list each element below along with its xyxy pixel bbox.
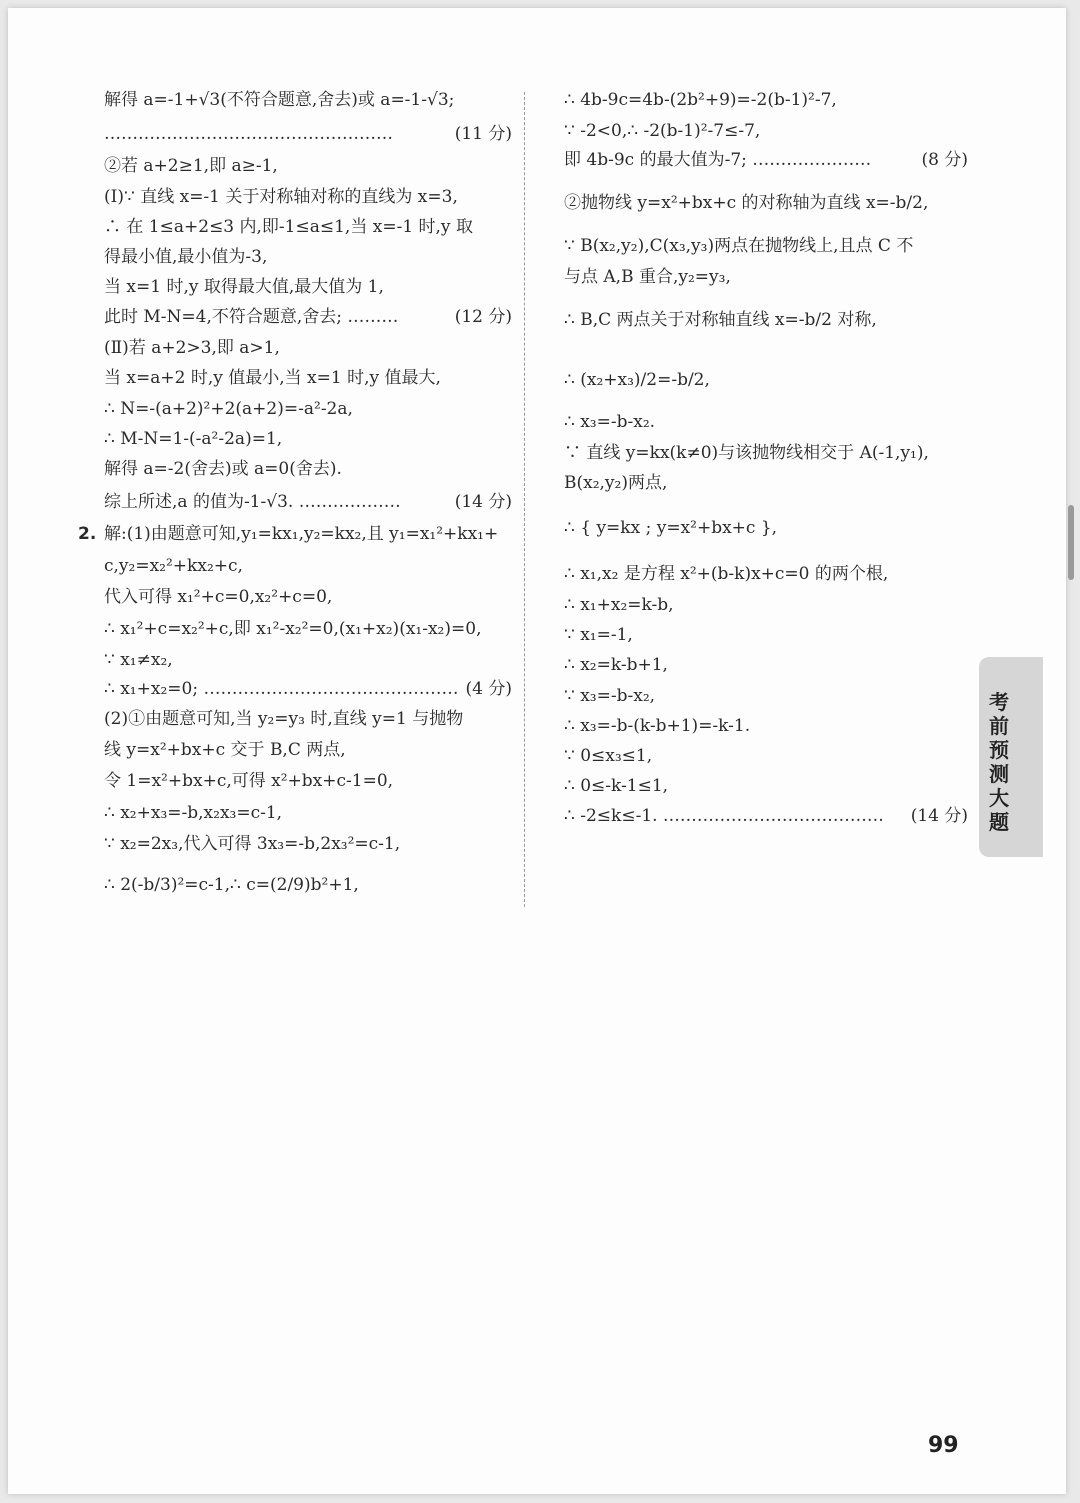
text-line: ∴ x₂=k-b+1, (564, 655, 668, 675)
page-number: 99 (928, 1433, 959, 1458)
score-label: (14 分) (910, 806, 968, 826)
text-line: ∴ 在 1≤a+2≤3 内,即-1≤a≤1,当 x=-1 时,y 取 (104, 217, 473, 237)
score-label: (4 分) (465, 679, 512, 699)
text-line: (Ⅰ)∵ 直线 x=-1 关于对称轴对称的直线为 x=3, (104, 187, 458, 207)
text-line: 当 x=a+2 时,y 值最小,当 x=1 时,y 值最大, (104, 368, 441, 388)
text-line: 得最小值,最小值为-3, (104, 247, 268, 267)
text-line: ∴ x₃=-b-x₂. (564, 412, 656, 432)
column-divider (524, 92, 525, 907)
text-line: ∵ x₃=-b-x₂, (564, 686, 656, 706)
text-line: ②若 a+2≥1,即 a≥-1, (104, 156, 278, 176)
text-line: (Ⅱ)若 a+2>3,即 a>1, (104, 338, 280, 358)
text-line: 当 x=1 时,y 取得最大值,最大值为 1, (104, 277, 384, 297)
text-line: ∴ x₂+x₃=-b,x₂x₃=c-1, (104, 803, 283, 823)
text-line: ②抛物线 y=x²+bx+c 的对称轴为直线 x=-b/2, (564, 193, 929, 213)
score-label: (11 分) (454, 124, 512, 144)
text-line: (2)①由题意可知,当 y₂=y₃ 时,直线 y=1 与抛物 (104, 709, 464, 729)
text-line: c,y₂=x₂²+kx₂+c, (104, 556, 243, 576)
text-line: B(x₂,y₂)两点, (564, 473, 668, 493)
text-line: ∴ M-N=1-(-a²-2a)=1, (104, 429, 283, 449)
text-line: 代入可得 x₁²+c=0,x₂²+c=0, (104, 587, 333, 607)
text-line: 令 1=x²+bx+c,可得 x²+bx+c-1=0, (104, 771, 394, 791)
question-number: 2. (78, 524, 97, 544)
score-label: (12 分) (454, 307, 512, 327)
text-line: ∴ x₁²+c=x₂²+c,即 x₁²-x₂²=0,(x₁+x₂)(x₁-x₂)=0, (104, 619, 482, 639)
text-line: ∴ 4b-9c=4b-(2b²+9)=-2(b-1)²-7, (564, 90, 837, 110)
text-line: 线 y=x²+bx+c 交于 B,C 两点, (104, 740, 346, 760)
text-line: ∴ { y=kx ; y=x²+bx+c }, (564, 518, 778, 538)
text-line: ∴ x₁+x₂=0; ……………………………………… (4 分) (104, 679, 512, 699)
score-label: (14 分) (454, 492, 512, 512)
text-line: ∵ x₂=2x₃,代入可得 3x₃=-b,2x₃²=c-1, (104, 834, 401, 854)
score-label: (8 分) (921, 150, 968, 170)
text-line: 解得 a=-1+√3(不符合题意,舍去)或 a=-1-√3; (104, 90, 455, 110)
text-line: ∴ 2(-b/3)²=c-1,∴ c=(2/9)b²+1, (104, 875, 359, 895)
section-side-tab-label: 考前预测大题 (989, 690, 1009, 834)
text-line: 即 4b-9c 的最大值为-7; ………………… (8 分) (564, 150, 968, 170)
text-line: ∴ (x₂+x₃)/2=-b/2, (564, 370, 710, 390)
text-line: ∴ x₃=-b-(k-b+1)=-k-1. (564, 716, 751, 736)
text-line: ∴ B,C 两点关于对称轴直线 x=-b/2 对称, (564, 310, 877, 330)
text-line: …………………………………………… (11 分) (104, 124, 512, 144)
text-line: 2. 解:(1)由题意可知,y₁=kx₁,y₂=kx₂,且 y₁=x₁²+kx₁+ (78, 524, 499, 544)
text-line: ∵ 0≤x₃≤1, (564, 746, 653, 766)
text-line: ∴ x₁,x₂ 是方程 x²+(b-k)x+c=0 的两个根, (564, 564, 889, 584)
text-line: ∵ x₁=-1, (564, 625, 633, 645)
text-line: 综上所述,a 的值为-1-√3. ……………… (14 分) (104, 492, 512, 512)
text-line: ∵ B(x₂,y₂),C(x₃,y₃)两点在抛物线上,且点 C 不 (564, 236, 914, 256)
text-line: ∵ 直线 y=kx(k≠0)与该抛物线相交于 A(-1,y₁), (564, 443, 929, 463)
text-line: ∴ 0≤-k-1≤1, (564, 776, 669, 796)
text-line: ∴ -2≤k≤-1. ………………………………… (14 分) (564, 806, 968, 826)
text-line: ∵ -2<0,∴ -2(b-1)²-7≤-7, (564, 121, 761, 141)
text-line: ∴ x₁+x₂=k-b, (564, 595, 674, 615)
text-line: 此时 M-N=4,不符合题意,舍去; ……… (12 分) (104, 307, 512, 327)
scrollbar-thumb[interactable] (1068, 505, 1074, 580)
text-line: 解得 a=-2(舍去)或 a=0(舍去). (104, 459, 342, 479)
text-line: ∵ x₁≠x₂, (104, 650, 173, 670)
text-line: 与点 A,B 重合,y₂=y₃, (564, 267, 731, 287)
text-line: ∴ N=-(a+2)²+2(a+2)=-a²-2a, (104, 399, 353, 419)
